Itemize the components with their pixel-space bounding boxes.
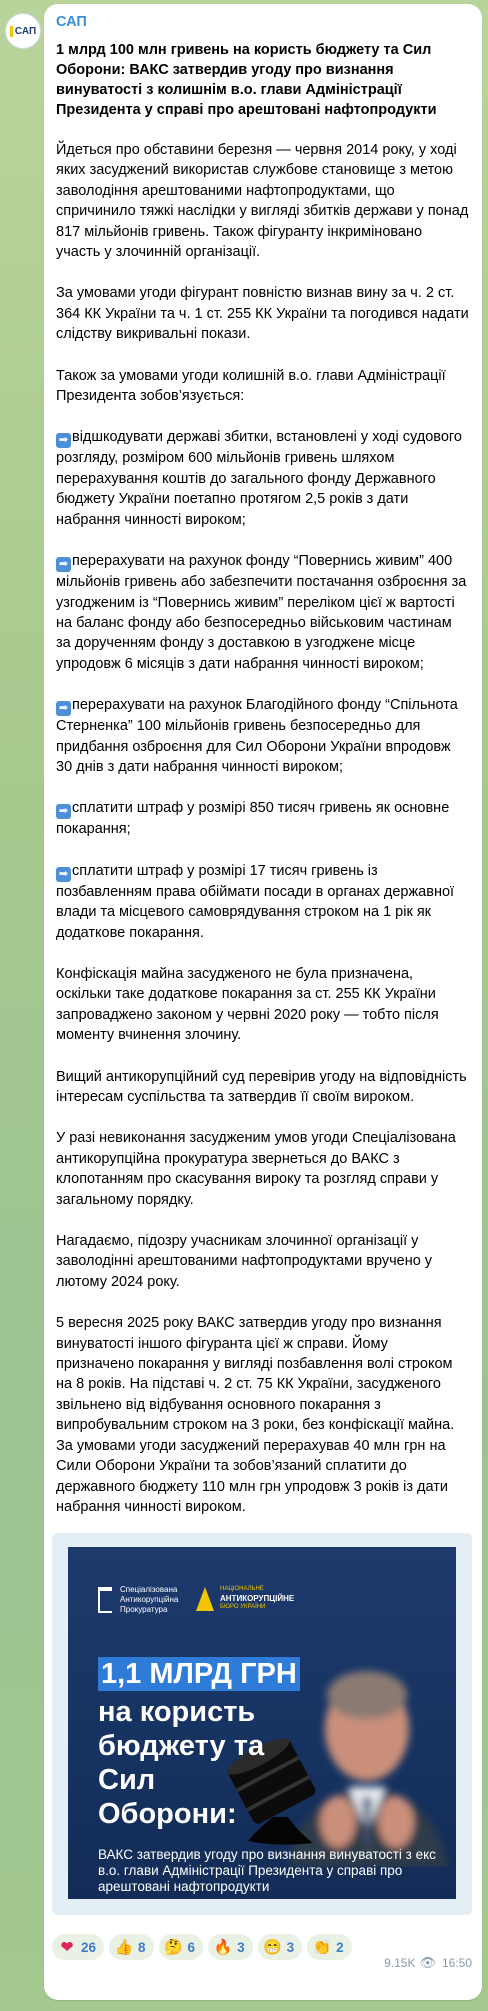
reaction-fire[interactable]	[208, 1934, 253, 1960]
image-caption: ВАКС затвердив угоду про визнання винуватості з екс в.о. глави Адміністрації Президента у справі про арештовані нафтопродукти	[98, 1847, 436, 1894]
reaction-count: 2	[336, 1939, 344, 1955]
channel-name[interactable]: САП	[56, 14, 87, 30]
obligation-item	[56, 427, 470, 530]
logo2-line: НАЦІОНАЛЬНЕ	[220, 1586, 264, 1592]
obligation-text: сплатити штраф у розмірі 850 тисяч гривень як основне покарання;	[56, 800, 450, 838]
nabu-logo	[196, 1585, 294, 1612]
heart-icon: ❤	[60, 1939, 74, 1956]
obligation-text: відшкодувати державі збитки, встановлені у ході судового розгляду, розміром 600 мільйонів гривень шляхом перерахування коштів до загального фонду Державного бюджету України поетапно протягом 2,5 років з дати набрання чинності вироком;	[56, 429, 462, 528]
post-paragraph: 5 вересня 2025 року ВАКС затвердив угоду про визнання винуватості іншого фігуранта цієї ж справи. Йому призначено покарання у вигляді позбавлення волі строком на 8 років. На підставі ч. 2 ст. 75 КК України, засудженого звільнено від відбування основного покарання з випробувальним строком на 3 роки, без конфіскації майна. За умовами угоди засуджений перерахував 40 млн грн на Сили Оборони України та зобов’язаний сплатити до державного бюджету 110 млн грн упродовж 3 років із дати набрання чинності вироком.	[56, 1315, 455, 1515]
obligation-item	[56, 695, 470, 777]
obligation-text: сплатити штраф у розмірі 17 тисяч гривень із позбавленням права обіймати посади в органах державної влади та місцевого самоврядування строком на 1 рік як додаткове покарання.	[56, 862, 455, 941]
reaction-thumbs-up[interactable]	[109, 1934, 154, 1960]
reaction-count: 3	[286, 1939, 295, 1955]
sap-logo	[98, 1585, 178, 1615]
channel-avatar[interactable]	[5, 13, 41, 49]
clap-icon: 👏	[312, 1939, 332, 1956]
obligation-text: перерахувати на рахунок Благодійного фонду “Спільнота Стерненка” 100 мільйонів гривень безпосередньо для придбання озброєння для Сил Оборони України впродовж 30 днів з дати набрання чинності вироком;	[56, 697, 458, 775]
reaction-count: 8	[138, 1939, 146, 1955]
reaction-thinking[interactable]	[159, 1934, 204, 1960]
sap-logo-mark	[98, 1587, 112, 1613]
obligation-text: перерахувати на рахунок фонду “Повернись живим” 400 мільйонів гривень або забезпечити постачання озброєння за узгодженим із “Повернись живим” переліком цієї ж вартості на баланс фонду або безпосередньо військовим частинам за дорученням фонду з доставкою в узгоджене місце упродовж 6 місяців з дати набрання чинності вироком;	[56, 553, 467, 672]
fire-icon: 🔥	[213, 1939, 233, 1956]
post-image[interactable]	[52, 1533, 472, 1915]
right-arrow-icon: ➡	[56, 701, 71, 716]
obligation-item	[56, 798, 470, 839]
reaction-count: 6	[187, 1939, 196, 1955]
right-arrow-icon: ➡	[56, 557, 71, 572]
view-count: 9.15K	[384, 1956, 416, 1970]
obligation-item	[56, 551, 470, 674]
right-arrow-icon: ➡	[56, 433, 71, 448]
image-headline: на користь бюджету та Сил Оборони:	[98, 1696, 265, 1830]
logo1-line: Прокуратура	[120, 1605, 168, 1614]
logo2-line: БЮРО УКРАЇНИ	[220, 1604, 266, 1610]
image-highlight: 1,1 МЛРД ГРН	[98, 1657, 300, 1691]
reaction-count: 3	[237, 1939, 245, 1955]
thumbs-up-icon: 👍	[114, 1939, 134, 1956]
reaction-heart[interactable]	[52, 1934, 104, 1960]
avatar-mark	[10, 26, 13, 37]
nabu-logo-mark	[196, 1587, 214, 1611]
logo1-line: Спеціалізована	[120, 1585, 178, 1594]
right-arrow-icon: ➡	[56, 804, 71, 819]
image-card	[68, 1547, 456, 1899]
post-paragraph: Конфіскація майна засудженого не була призначена, оскільки таке додаткове покарання за ст. 255 КК України запроваджено законом у червні 2020 року — тобто після моменту вчинення злочину.	[56, 965, 439, 1044]
logo2-line: АНТИКОРУПЦІЙНЕ	[220, 1594, 295, 1603]
post-paragraph: Йдеться про обставини березня — червня 2014 року, у ході яких засуджений використав службове становище з метою заволодіння арештованими нафтопродуктами, що спричинило тяжкі наслідки у вигляді збитків держави у понад 817 мільйонів гривень. Також фігуранту інкриміновано участь у злочинній організації.	[56, 142, 469, 261]
obligation-item	[56, 861, 470, 943]
reaction-clap[interactable]	[307, 1934, 352, 1960]
message-time: 16:50	[441, 1956, 472, 1970]
right-arrow-icon: ➡	[56, 867, 71, 882]
grin-face-icon: 😁	[263, 1939, 282, 1956]
post-paragraph: Також за умовами угоди колишній в.о. глави Адміністрації Президента зобов’язується:	[56, 367, 446, 405]
reaction-grin[interactable]	[258, 1934, 303, 1960]
post-headline: 1 млрд 100 млн гривень на користь бюджету та Сил Оборони: ВАКС затвердив угоду про визнання винуватості з колишнім в.о. глави Адміністрації Президента у справі про арештовані нафтопродукти	[56, 42, 437, 118]
thinking-face-icon: 🤔	[164, 1939, 183, 1956]
post-paragraph: Вищий антикорупційний суд перевірив угоду на відповідність інтересам суспільства та затвердив її своїм вироком.	[56, 1068, 467, 1105]
message-meta	[384, 1955, 472, 1971]
post-paragraph: За умовами угоди фігурант повністю визнав вину за ч. 2 ст. 364 КК України та ч. 1 ст. 255 КК України та погодився надати слідству викривальні покази.	[56, 285, 469, 343]
reactions-bar	[52, 1934, 357, 1960]
eye-icon: 👁	[419, 1955, 436, 1970]
post-paragraph: У разі невиконання засудженим умов угоди Спеціалізована антикорупційна прокуратура звернеться до ВАКС з клопотанням про скасування вироку та розгляд справи у загальному порядку.	[56, 1130, 456, 1208]
post-paragraph: Нагадаємо, підозру учасникам злочинної організації у заволодінні арештованими нафтопродуктами вручено у лютому 2024 року.	[56, 1233, 433, 1290]
reaction-count: 26	[81, 1939, 97, 1955]
message-bubble	[44, 4, 482, 2000]
logo1-line: Антикорупційна	[120, 1595, 179, 1604]
avatar-text: САП	[14, 25, 37, 37]
message-footer	[44, 1928, 482, 1968]
